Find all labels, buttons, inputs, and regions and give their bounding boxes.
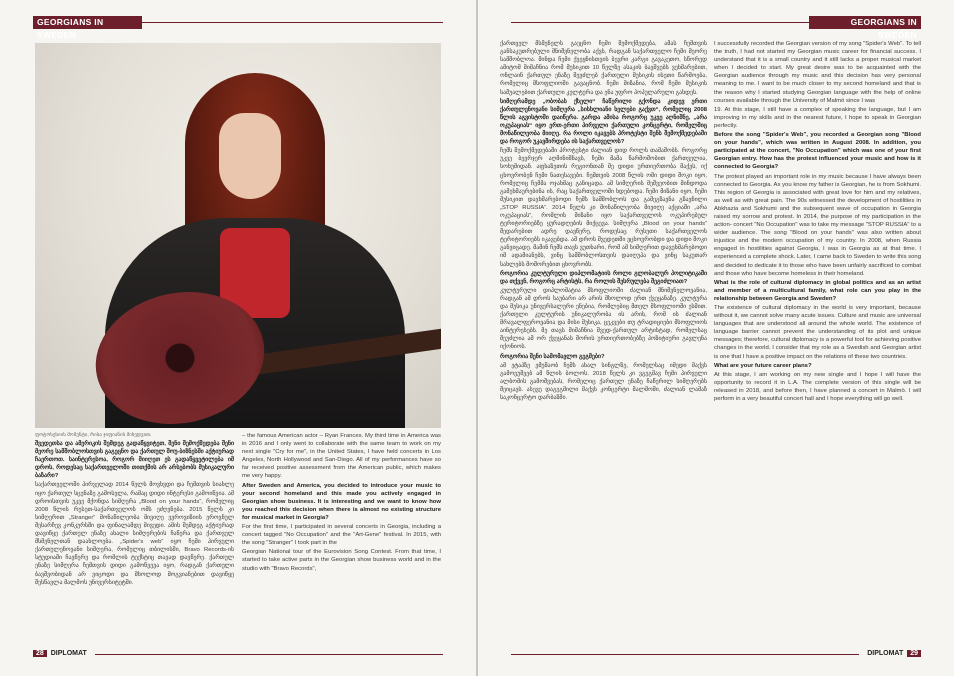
- header-rule-right: [511, 22, 809, 23]
- right-column-1: [500, 40, 707, 640]
- right-page: [478, 0, 954, 676]
- interview-question: Before the song "Spider's Web", you recorded a Georgian song "Blood on your hands", which was written in August 2008. In addition, you participated at the concert, "No Occupation" which was one of your first Georgian entry. How has the protest influenced your music and how is it connected to Georgia?: [714, 132, 921, 171]
- left-page: [0, 0, 476, 676]
- left-column-1: [35, 440, 234, 640]
- interview-paragraph: Georgian National tour of the Eurovision Song Contest. From that time, I started to take active parts in the Georgian show business world and in the studio with "Bravo Records",: [242, 549, 441, 572]
- interview-paragraph: For the first time, I participated in several concerts in Georgia, including a concert tagged "No Occupation" and the "Art-Gene" festival. In 2015, with the song "Stranger" I took part in the: [242, 524, 441, 547]
- photo-face: [219, 113, 281, 199]
- artist-photo: [35, 43, 441, 428]
- interview-paragraph: ჩემს შემოქმედებაში პროტესტი ძალიან დიდ როლს თამაშობს. როგორც უკვე ბევრჯერ აღმინიშნავს, ჩემი მამა წარმოშობით ქართველია, სოხუმიდან. აფხაზეთის რეგიონთან მე დიდი ურთიერთობა მაქვს, იქ ცხოვრობენ ჩემი ნათესავები. ჩემთვის 2008 წლის ომი დიდი შოკი იყო, რომელიც ჩემმა ოჯახმაც განიცადა. ამ სიმღერის მეშვეობით მინდოდა გამეხმაურებინა ის, რაც საქართველოში ხდებოდა. ჩემი მიზანი იყო, ჩემი მუსიკით დავხმარებოდი ჩემს სამშობლოს და გამეგზავნა გზავნილი „STOP RUSSIA“. 2014 წელს კი მონაწილეობა მივიღე აქციაში „არა ოკუპაციას“, რომლის მიზანი იყო საქართველოს ოკუპირებულ ტერიტორიებზე ყურადღების მიქცევა. სიმღერა „Blood on your hands“ შედარებით ადრე დავწერე, როდესაც რუსეთი საქართველოს ტერიტორიებს იკავებდა. ამ დროს შვედეთში ვცხოვრობდი და დიდი შოკი განვიცადე. მაშინ ჩემს თავს ვუთხარი, რომ ამ სიმღერით დავეხმარებოდი იმ ადამიანებს, ვინც სამშობლოსთვის დაიღუპა და ვინც საკუთარ სახლებს მოშორებით ცხოვრობს.: [500, 148, 707, 268]
- interview-paragraph: At this stage, I am working on my new single and I hope I will have the opportunity to record it in L.A. The complete version of this single will be released in 2018, and before then, I have planned a concert in Malmö. I will perform in a very beautiful concert hall and I hope everything will go well.: [714, 371, 921, 403]
- interview-paragraph: ამ ეტაპზე ვმუშაობ ჩემს ახალ სინგლზე, რომელსაც იმედი მაქვს გამოვუშვებ ამ წლის ბოლოს. 2018 წელს კი ვგეგმავ ჩემი პირველი ალბომის გამოშვებას, რომელიც ქართულ ენაზე ჩაწერილ სიმღერებს შეიცავს. ასევე დაგეგმილი მაქვს კონცერტი მალმოში, ძალიან ლამაზ საკონცერტო დარბაზში.: [500, 362, 707, 402]
- section-header-right: GEORGIANS IN SWEDEN: [809, 16, 921, 29]
- interview-paragraph: The existence of cultural diplomacy in the world is very important, because without it, we cannot solve many acute issues. Culture and music are universal languages that are understood all around the whole world. The existence of language barrier cannot prevent the understanding of its plot and unique messages; therefore, cultural diplomacy is a powerful tool for achieving positive changes in the world. I consider that my role as a Swedish and Georgian artist is one that I have a positive impact on the relations of these two countries.: [714, 305, 921, 360]
- interview-paragraph: The protest played an important role in my music because I have always been connected to Georgia. As you know my father is Georgian, he is from Sokhumi. This region of Georgia is associated with great love for him and my relatives, as well as with great pain. The 90s witnessed the development of hostilities in Abkhazia and Sokhumi and the subsequent wave of occupation in Georgia raised my sorrow and protest. In 2014, the purpose of my participation in the action- concert "No Occupation" was to take my message "STOP RUSSIA" to a wider audience. The song "Blood on your hands" was also written about injustice and the modern occupation of my country. In 2008, when Russia engaged in hostilities against Georgia, I was in Georgia as at that time. I experienced a complete shock. Later, I came back to Sweden to write this song and decided to dedicate it to those who have been unfairly sacrificed to combat and those who have become homeless in their homeland.: [714, 173, 921, 277]
- interview-question: What are your future career plans?: [714, 362, 812, 369]
- header-rule-left: [142, 22, 443, 23]
- footer-rule-left: [95, 654, 443, 655]
- interview-paragraph: – the famous American actor – Ryan Frances. My third time in America was in 2016 and I only went to collaborate with the same team to work on my next single "Cry for me", in the United States, I have held concerts in Los Angeles, North Hollywood and San-Diego. All of my performances have so far received positive assessment from the American public, which makes me very happy.: [242, 433, 441, 480]
- left-column-2: [242, 432, 441, 640]
- interview-question: What is the role of cultural diplomacy in global politics and as an artist and member of a multicultural family, what role can you play in the relationship between Georgia and Sweden?: [714, 279, 921, 302]
- interview-paragraph: I successfully recorded the Georgian version of my song "Spider's Web". To tell the truth, I had not started my Georgian music career for financial success. I understand that it is a small country and it still lacks a proper musical market when I decided to start. My great desire was to be acquainted with the Georgian audience through my music and this decision has very personal meaning to me. I want to be much closer to my second homeland and that is the reason why I started studying Georgian language with the help of online courses available through the University of Malmö since I was: [714, 41, 921, 104]
- interview-question: როგორია კულტურული დიპლომატიის როლი გლობალურ პოლიტიკაში და თქვენ, როგორც არტისტს, რა როლის შესრულება შეგიძლიათ?: [500, 270, 707, 285]
- photo-caption: ფოტოსესიის მომენტი, რისა ჯიფიანის მიხედვით.: [35, 432, 152, 438]
- interview-question: როგორია შენი სამომავლო გეგმები?: [500, 353, 605, 360]
- brand-right: DIPLOMAT: [867, 650, 904, 657]
- interview-paragraph: საქართველოში პირველად 2014 წელს მოვხვდი და ჩემთვის სიახლე იყო ქართულ სცენაზე გამოსვლა, რამაც დიდი ინტერესი გამოიწვია. ამ დროისთვის უკვე მქონდა სიმღერა „Blood on your hands“, რომელიც 2008 წლის რუსეთ-საქართველოს ომს ეძღვნება. 2015 წელს კი სიმღერით „Stranger“ მონაწილეობა მივიღე ევროვიზიის ეროვნულ შესარჩევ კონკურსში და ფინალამდე მივედი. ამის შემდეგ აქტიურად დავიწყე ქართულ ენაზე ახალი სიმღერების ჩაწერა და ქართველ მსმენელთან დაახლოება. „Spider's web“ იყო ჩემი პირველი ქართულენოვანი სიმღერა, რომელიც თბილისში, Bravo Records-ის სტუდიაში ჩავწერე და რომლის ტექსტიც თავად დავწერე. ქართულ ენაზე სიმღერა ჩემთვის დიდი გამოწვევა იყო, რადგან ქართული ბავშვობიდან არ ვიცოდი და მხოლოდ მოგვიანებით დავიწყე შესწავლა მალმოს უნივერსიტეტში.: [35, 482, 234, 586]
- right-column-2: [714, 40, 921, 640]
- interview-question: After Sweden and America, you decided to introduce your music to your second homeland and this made you actively engaged in Georgian show business. It is interesting and we want to know how you reached this decision when there is almost no existing structure for musical market in Georgia?: [242, 482, 441, 521]
- interview-paragraph: კულტურული დიპლომატია მსოფლიოში ძალიან მნიშვნელოვანია, რადგან ამ დროს საუბარი არ არის მხოლოდ ერთ ქვეყანაზე. კულტურა და მუსიკა უნივერსალური ენებია, რომლებიც მთელ მსოფლიოში ესმით. ქართული კულტურის უნიკალურობა ის არის, რომ ის ძალიან მრავალფეროვანია და მისი მუსიკა, ცეკვები თუ ტრადიციები მსოფლიოს აინტერესებს. მე თავს მიმაჩნია შვედ-ქართულ არტისტად, რომელსაც შეუძლია ამ ორ ქვეყანას შორის ურთიერთობებზე პოზიტიური გავლენა იქონიოს.: [500, 287, 707, 351]
- page-number-right: 29: [907, 650, 921, 657]
- interview-question: სიმღერამდე „ობობას ქსელი“ ჩაწერილი გქონდა კიდევ ერთი ქართულენოვანი სიმღერა „სისხლიანი ხელები გაქვთ“, რომელიც 2008 წლის აგვისტოში დაიწერა. გარდა ამისა როგორც უკვე აღნიშნე, „არა ოკუპაციას“ იყო ერთ-ერთი პირველი ქართული კონცერტი, რომელშიც მონაწილეობა მიიღე. რა როლი იკავებს პროტესტი შენს შემოქმედებაში და როგორ უკავშირდება ის საქართველოს?: [500, 98, 707, 146]
- footer-rule-right: [511, 654, 859, 655]
- interview-question: შვედეთსა და ამერიკის შემდეგ გადაწყვიტეთ, შენი შემოქმედება შენი მეორე სამშობლოსთვის გაგეცნო და ქართულ შოუ-ბიზნესში აქტიურად ჩაერთოთ. საინტერესოა, როგორ მიიღეთ ეს გადაწყვეტილება იმ დროს, როდესაც საქართველოში თითქმის არ არსებობს მუსიკალური ბაზარი?: [35, 441, 234, 480]
- interview-paragraph: 19. At this stage, I still have a complex of speaking the language, but I am improving in my skills and in the nearest future, I hope to speak in Georgian perfectly.: [714, 106, 921, 129]
- footer-left: [33, 649, 87, 659]
- footer-right: [867, 649, 921, 659]
- section-header-left: GEORGIANS IN SWEDEN: [33, 16, 142, 29]
- brand-left: DIPLOMAT: [50, 650, 87, 657]
- page-number-left: 28: [33, 650, 47, 657]
- interview-paragraph: ქართველ მსმენელს გაეცნო ჩემი შემოქმედება, ამას ჩემთვის განსაკუთრებული მნიშვნელობა აქვს, რადგან საქართველო ჩემი მეორე სამშობლოა. მინდა ჩემი ქვეყნისთვის ბევრი კარგი გავაკეთო, სწორედ ამიტომ მიმაჩნია რომ მუსიკით 10 წელზე ასაკის ბავშვებს ვეხმარებით, ონლაინ ქართულ ენაზე შევძლებ ქართული მუსიკის ისეთი წარმოება, რომელიც მსოფლიოში გავაცნობ. ჩემი მიზანია, რომ ჩემი მუსიკის საშუალებით ქართული კულტურა და ენა უფრო პოპულარული გახდეს.: [500, 41, 707, 96]
